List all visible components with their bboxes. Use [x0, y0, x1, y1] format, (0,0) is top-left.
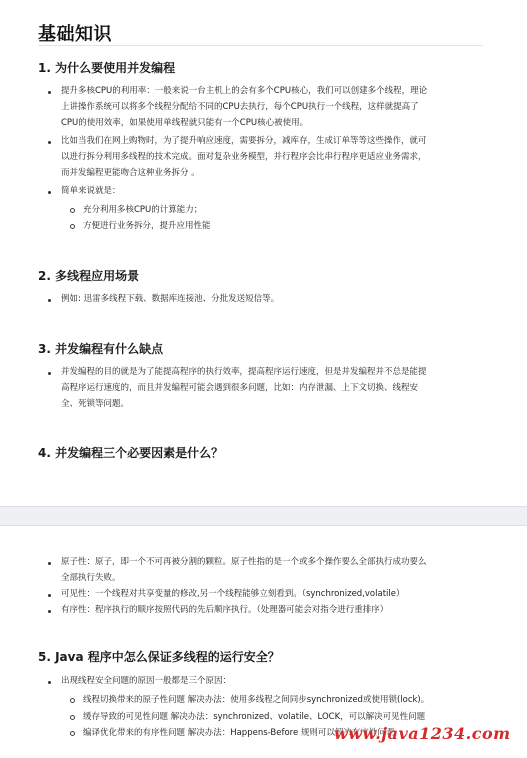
paragraph-visibility: 可见性：一个线程对共享变量的修改,另一个线程能够立刻看到。（synchronized,volatile） — [61, 589, 405, 599]
paragraph-cpu-utilization — [61, 83, 427, 131]
page-break — [0, 506, 527, 526]
paragraph-atomicity — [61, 554, 427, 586]
text-line: 并发编程的目的就是为了能提高程序的执行效率，提高程序运行速度，但是并发编程并不总是能提 — [61, 367, 427, 377]
bullet-dot — [48, 594, 51, 597]
bullet-dot — [48, 191, 51, 194]
section-heading-4: 4. 并发编程三个必要因素是什么？ — [38, 446, 224, 460]
paragraph-summary: 简单来说就是： — [61, 186, 121, 196]
sub-item-business-split: 方便进行业务拆分，提升应用性能 — [83, 221, 211, 231]
sub-bullet-circle — [70, 208, 75, 213]
section-heading-1: 1. 为什么要使用并发编程 — [38, 61, 176, 75]
text-line: CPU的使用效率，如果使用单线程就只能有一个CPU核心被使用。 — [61, 118, 309, 128]
sub-item-multicore: 充分利用多核CPU的计算能力； — [83, 205, 203, 215]
bullet-dot — [48, 91, 51, 94]
text-line: 而并发编程更能吻合这种业务拆分 。 — [61, 168, 200, 178]
text-line: 全部执行失败。 — [61, 573, 121, 583]
bullet-dot — [48, 299, 51, 302]
text-line: 上讲操作系统可以将多个线程分配给不同的CPU去执行，每个CPU执行一个线程，这样就提高了 — [61, 102, 419, 112]
sub-bullet-circle — [70, 715, 75, 720]
text-line: 高程序运行速度的，而且并发编程可能会遇到很多问题，比如：内存泄漏、上下文切换、线程安 — [61, 383, 419, 393]
bullet-dot — [48, 372, 51, 375]
sub-bullet-circle — [70, 698, 75, 703]
bullet-dot — [48, 562, 51, 565]
paragraph-ordering: 有序性：程序执行的顺序按照代码的先后顺序执行。（处理器可能会对指令进行重排序） — [61, 605, 389, 615]
bullet-dot — [48, 681, 51, 684]
paragraph-thread-safety-causes: 出现线程安全问题的原因一般都是三个原因： — [61, 676, 232, 686]
section-heading-3: 3. 并发编程有什么缺点 — [38, 342, 164, 356]
sub-bullet-circle — [70, 731, 75, 736]
bullet-dot — [48, 141, 51, 144]
text-line: 比如当我们在网上购物时，为了提升响应速度，需要拆分，减库存，生成订单等等这些操作，就可 — [61, 136, 427, 146]
sub-item-atomicity-fix: 线程切换带来的原子性问题 解决办法：使用多线程之间同步synchronized或使用锁(lock)。 — [83, 695, 430, 705]
paragraph-drawbacks — [61, 364, 427, 412]
sub-item-visibility-fix: 缓存导致的可见性问题 解决办法：synchronized、volatile、LOCK，可以解决可见性问题 — [83, 712, 426, 722]
section-heading-5: 5. Java 程序中怎么保证多线程的运行安全？ — [38, 650, 280, 664]
text-line: 全、死锁等问题。 — [61, 399, 130, 409]
title-divider — [38, 45, 483, 46]
paragraph-use-cases: 例如: 迅雷多线程下载、数据库连接池、分批发送短信等。 — [61, 294, 280, 304]
sub-item-ordering-fix: 编译优化带来的有序性问题 解决办法：Happens-Before 规则可以解决有序性问题 — [83, 728, 395, 738]
site-watermark: www.java1234.com — [334, 724, 511, 743]
text-line: 以进行拆分利用多线程的技术完成。面对复杂业务模型，并行程序会比串行程序更适应业务需求， — [61, 152, 427, 162]
text-line: 原子性：原子，即一个不可再被分割的颗粒。原子性指的是一个或多个操作要么全部执行成功要么 — [61, 557, 427, 567]
section-heading-2: 2. 多线程应用场景 — [38, 269, 140, 283]
text-line: 提升多核CPU的利用率：一般来说一台主机上的会有多个CPU核心，我们可以创建多个线程，理论 — [61, 86, 428, 96]
sub-bullet-circle — [70, 224, 75, 229]
paragraph-shopping-example — [61, 133, 427, 181]
page-title: 基础知识 — [38, 24, 112, 45]
bullet-dot — [48, 610, 51, 613]
